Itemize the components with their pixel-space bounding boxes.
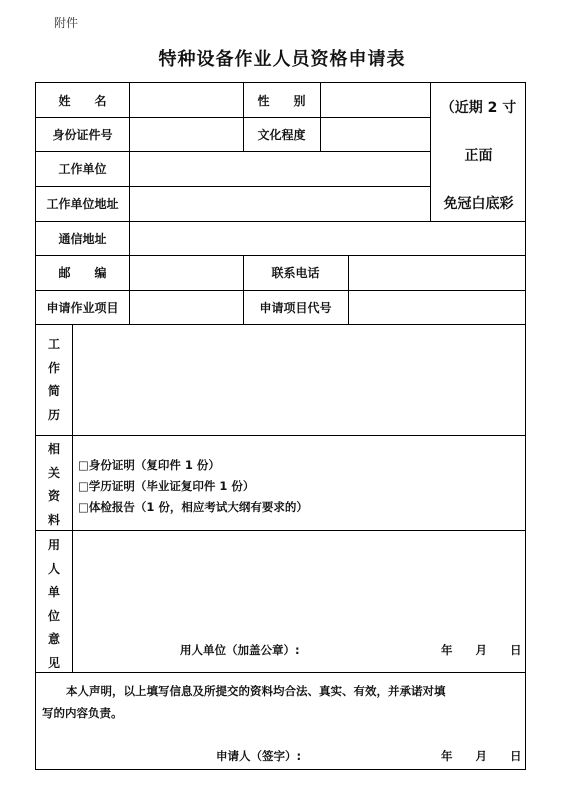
workplace-field[interactable] <box>129 151 430 186</box>
materials-char: 料 <box>47 512 60 527</box>
employer-opinion-char: 见 <box>47 655 60 670</box>
phone-field[interactable] <box>348 255 526 290</box>
attachment-label: 附件 <box>54 16 79 30</box>
photo-note-line1: （近期 2 寸 <box>440 100 517 116</box>
employer-opinion-label <box>36 534 72 675</box>
employer-opinion-char: 意 <box>47 632 60 646</box>
materials-char: 相 <box>47 442 60 456</box>
employer-opinion-char: 人 <box>47 561 60 576</box>
education-label: 文化程度 <box>257 127 306 142</box>
name-label: 姓 名 <box>58 93 107 108</box>
applicant-signature-label: 申请人（签字）: <box>216 749 302 763</box>
phone-label: 联系电话 <box>271 266 320 280</box>
employer-seal-label: 用人单位（加盖公章）: <box>180 643 300 657</box>
postcode-label: 邮 编 <box>58 266 107 280</box>
photo-note-line3: 免冠白底彩 <box>443 196 514 212</box>
employer-opinion-char: 位 <box>47 608 60 623</box>
postcode-field[interactable] <box>129 255 243 290</box>
project-field[interactable] <box>129 290 243 324</box>
applicant-date[interactable]: 年 月 日 <box>441 749 522 763</box>
materials-label <box>36 438 72 532</box>
declaration-line2: 写的内容负责。 <box>42 706 123 720</box>
materials-char: 关 <box>47 465 60 480</box>
work-history-char: 简 <box>47 384 60 398</box>
row-divider <box>36 435 526 436</box>
gender-field[interactable] <box>320 83 430 117</box>
work-history-char: 作 <box>47 360 60 375</box>
workplace-address-label: 工作单位地址 <box>46 197 119 211</box>
project-code-field[interactable] <box>348 290 526 324</box>
employer-date[interactable]: 年 月 日 <box>441 643 522 657</box>
page-title: 特种设备作业人员资格申请表 <box>158 49 406 70</box>
workplace-label: 工作单位 <box>58 162 107 176</box>
work-history-field[interactable] <box>73 324 526 435</box>
id-number-field[interactable] <box>129 117 243 151</box>
row-divider <box>36 530 526 531</box>
row-divider <box>36 672 526 673</box>
work-history-char: 历 <box>47 407 60 422</box>
workplace-address-field[interactable] <box>129 186 430 221</box>
material-item-medical[interactable]: □体检报告（1 份，相应考试大纲有要求的） <box>78 500 308 514</box>
materials-char: 资 <box>47 489 60 503</box>
project-label: 申请作业项目 <box>46 300 119 315</box>
material-item-education[interactable]: □学历证明（毕业证复印件 1 份） <box>78 479 255 493</box>
education-field[interactable] <box>320 117 430 151</box>
employer-opinion-char: 用 <box>47 538 60 552</box>
declaration-line1: 本人声明，以上填写信息及所提交的资料均合法、真实、有效，并承诺对填 <box>66 684 446 698</box>
mailing-address-label: 通信地址 <box>58 231 107 246</box>
work-history-char: 工 <box>47 337 60 351</box>
employer-opinion-char: 单 <box>47 585 60 599</box>
photo-note-line2: 正面 <box>464 148 493 164</box>
mailing-address-field[interactable] <box>129 221 526 255</box>
work-history-label <box>36 333 72 427</box>
name-field[interactable] <box>129 83 243 117</box>
id-number-label: 身份证件号 <box>52 127 113 142</box>
project-code-label: 申请项目代号 <box>259 300 332 315</box>
application-form <box>35 82 526 770</box>
material-item-id[interactable]: □身份证明（复印件 1 份） <box>78 458 220 472</box>
gender-label: 性 别 <box>257 93 306 108</box>
